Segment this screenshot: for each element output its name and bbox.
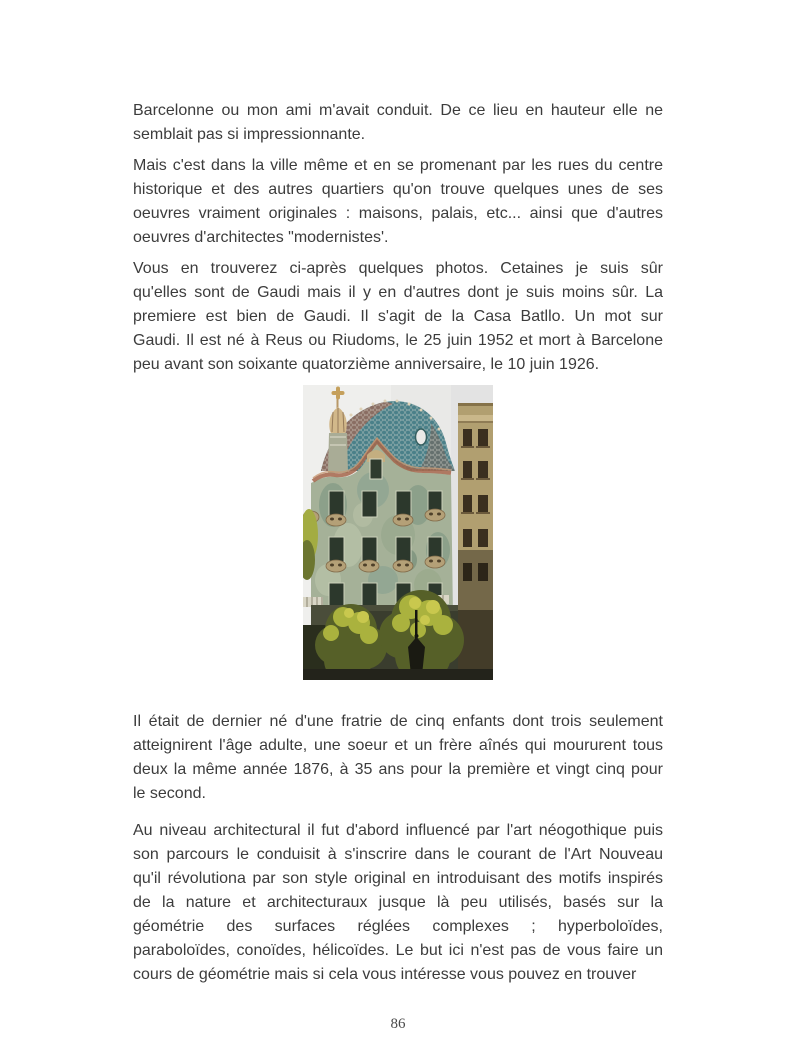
paragraph [133,710,663,806]
casa-batllo-illustration [303,385,493,680]
page-number: 86 [390,1016,406,1032]
text-line: le second. [133,785,206,802]
text-line: qu'il révolutiona par son style original en introduisant des motifs inspirés [133,870,663,887]
text-line: semblait pas si impressionnante. [133,126,366,143]
paragraph [133,257,663,377]
text-line: géométrie des surfaces réglées complexes ; hyperboloïdes, [133,918,663,935]
text-line: de la nature et architecturaux jusque là peu utilisés, basés sur la [133,894,663,911]
paragraph [133,99,663,147]
roof-oculus [416,429,427,445]
text-line: oeuvres vraiment originales : maisons, palais, etc... ainsi que d'autres [133,205,663,222]
text-line: Il était de dernier né d'une fratrie de cinq enfants dont trois seulement [133,713,663,730]
text-line: atteignirent l'âge adulte, une soeur et un frère aînés qui moururent tous [133,737,663,754]
bottom-shadow [303,669,493,680]
text-line: qu'elles sont de Gaudi mais il y en d'autres dont je suis moins sûr. La [133,284,663,301]
text-line: paraboloïdes, conoïdes, hélicoïdes. Le but ici n'est pas de vous faire un [133,942,663,959]
text-line: premiere est bien de Gaudi. Il s'agit de la Casa Batllo. Un mot sur [133,308,663,325]
text-line: Mais c'est dans la ville même et en se promenant par les rues du centre [133,157,663,174]
text-line: Au niveau architectural il fut d'abord influencé par l'art néogothique puis [133,822,663,839]
text-line: peu avant son soixante quatorzième anniversaire, le 10 juin 1926. [133,356,600,373]
text-line: Vous en trouverez ci-après quelques photos. Cetaines je suis sûr [133,260,663,277]
text-line: oeuvres d'architectes "modernistes'. [133,229,389,246]
paragraph [133,819,663,987]
text-line: Barcelonne ou mon ami m'avait conduit. De ce lieu en hauteur elle ne [133,102,663,119]
text-line: Gaudi. Il est né à Reus ou Riudoms, le 25 juin 1952 et mort à Barcelone [133,332,663,349]
paragraph [133,154,663,250]
text-line: son parcours le conduisit à s'inscrire dans le courant de l'Art Nouveau [133,846,663,863]
casa-batllo-photo [303,385,493,680]
text-line: historique et des autres quartiers qu'on trouve quelques unes de ses [133,181,663,198]
text-line: cours de géométrie mais si cela vous intéresse vous pouvez en trouver [133,966,637,983]
document-body [133,99,663,1032]
text-line: deux la même année 1876, à 35 ans pour la première et vingt cinq pour [133,761,663,778]
